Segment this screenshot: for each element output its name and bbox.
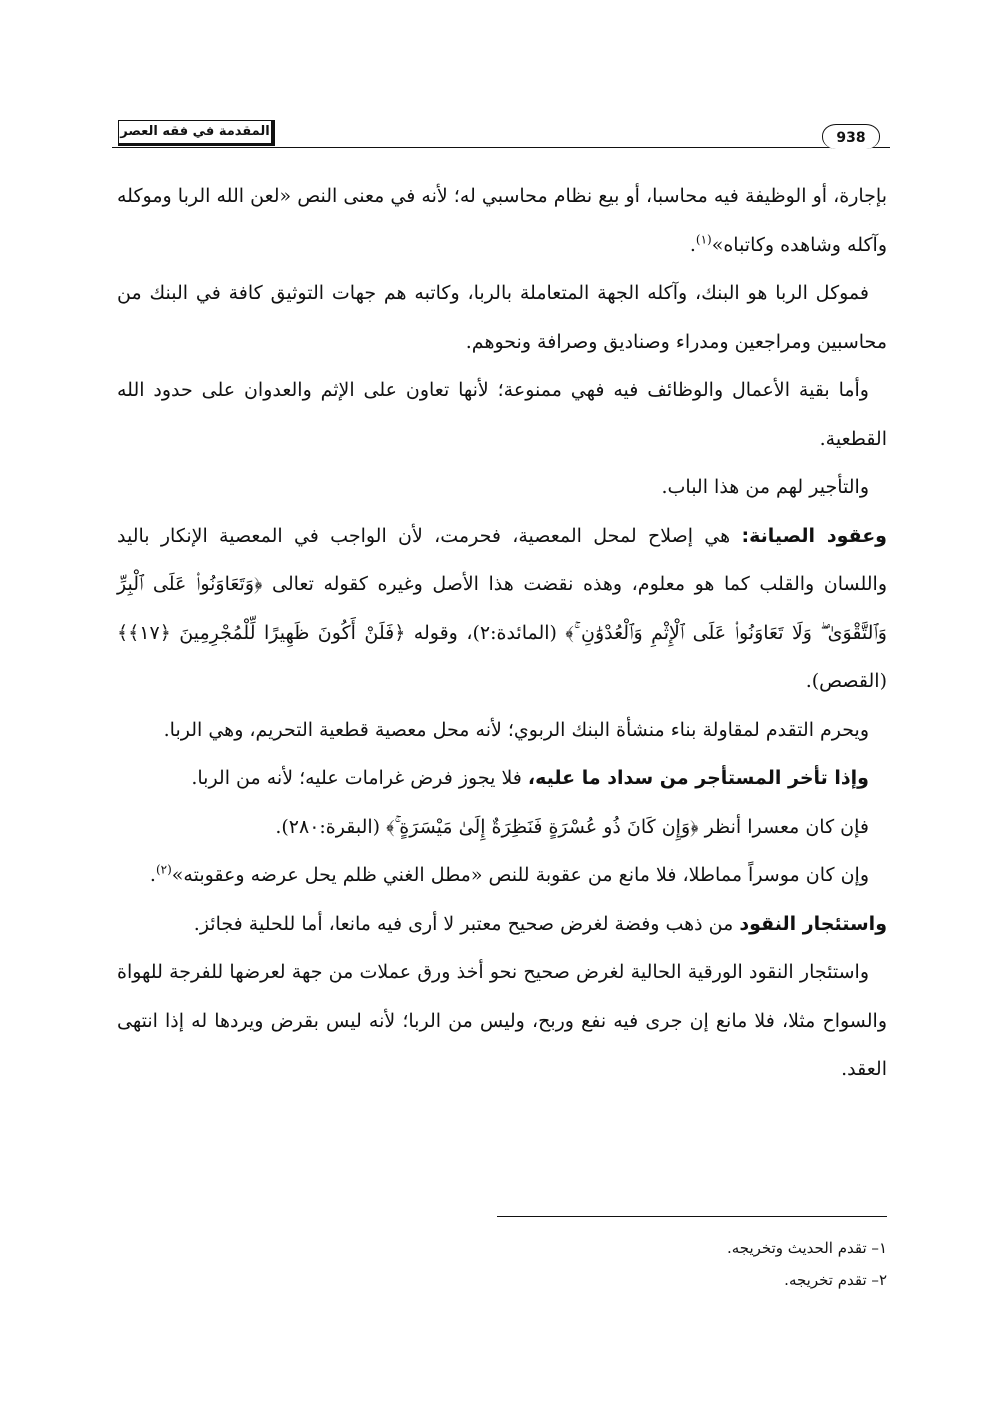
- paragraph-text: وأما بقية الأعمال والوظائف فيه فهي ممنوعة؛ لأنها تعاون على الإثم والعدوان على حدود الله القطعية.: [117, 379, 887, 450]
- paragraph-9: [117, 851, 887, 900]
- paragraph-text: فموكل الربا هو البنك، وآكله الجهة المتعاملة بالربا، وكاتبه هم جهات التوثيق كافة في البنك من محاسبين ومراجعين ومدراء وصناديق وصرافة ونحوهم.: [117, 282, 887, 353]
- paragraph-1: [117, 172, 887, 269]
- paragraph-text: هي إصلاح لمحل المعصية، فحرمت، لأن الواجب في المعصية الإنكار باليد واللسان والقلب كما هو معلوم، وهذه نقضت هذا الأصل وغيره كقوله تعالى ﴿وَتَعَاوَنُوا۟ عَلَى ٱلْبِرِّ وَٱلتَّقْوَىٰ ۖ وَلَا تَعَاوَنُوا۟ عَلَى ٱلْإِثْمِ وَٱلْعُدْوَٰنِ ۚ﴾ (المائدة:٢)، وقوله ﴿فَلَنْ أَكُونَ ظَهِيرًا لِّلْمُجْرِمِينَ ﴿١٧﴾﴾ (القصص).: [117, 524, 887, 692]
- footnotes: [500, 1232, 887, 1296]
- paragraph-text: وإن كان موسراً مماطلا، فلا مانع من عقوبة للنص «مطل الغني ظلم يحل عرضه وعقوبته»: [171, 864, 869, 886]
- paragraph-5: [117, 512, 887, 706]
- paragraph-text: واستئجار النقود الورقية الحالية لغرض صحيح نحو أخذ ورق عملات من جهة لعرضها للفرجة للهواة والسواح مثلا، فلا مانع إن جرى فيه نفع وربح، وليس من الربا؛ لأنه ليس بقرض ويردها له إذا انتهى العقد.: [117, 961, 887, 1080]
- paragraph-text: من ذهب وفضة لغرض صحيح معتبر لا أرى فيه مانعا، أما للحلية فجائز.: [193, 912, 740, 935]
- paragraph-text: بإجارة، أو الوظيفة فيه محاسبا، أو بيع نظام محاسبي له؛ لأنه في معنى النص «لعن الله الربا وموكله وآكله وشاهده وكاتباه»: [117, 185, 887, 256]
- paragraph-tail: .: [149, 864, 156, 886]
- paragraph-10: [117, 900, 887, 949]
- paragraph-4: [117, 463, 887, 512]
- paragraph-11: [117, 948, 887, 1094]
- paragraph-text: ويحرم التقدم لمقاولة بناء منشأة البنك الربوي؛ لأنه محل معصية قطعية التحريم، وهي الربا.: [163, 718, 869, 741]
- running-title: المقدمة في فقه العصر: [118, 120, 275, 146]
- paragraph-text: فلا يجوز فرض غرامات عليه؛ لأنه من الربا.: [191, 767, 528, 789]
- main-text: [117, 172, 887, 1094]
- paragraph-lead: واستئجار النقود: [739, 912, 887, 935]
- paragraph-lead: وعقود الصيانة:: [741, 524, 887, 547]
- page-number: 938: [822, 124, 880, 149]
- paragraph-tail: .: [689, 233, 696, 256]
- footnote-rule: [497, 1216, 887, 1217]
- paragraph-text: فإن كان معسرا أنظر ﴿وَإِن كَانَ ذُو عُسْرَةٍ فَنَظِرَةٌ إِلَىٰ مَيْسَرَةٍ ۚ﴾ (البقرة:٢٨٠).: [275, 815, 869, 838]
- footnote-ref-1: (١): [695, 232, 712, 247]
- paragraph-text: والتأجير لهم من هذا الباب.: [661, 476, 869, 498]
- paragraph-7: [117, 754, 887, 803]
- paragraph-8: [117, 803, 887, 852]
- paragraph-2: [117, 269, 887, 366]
- footnote-ref-2: (٢): [155, 862, 172, 877]
- footnote-1: ١– تقدم الحديث وتخريجه.: [726, 1239, 887, 1257]
- paragraph-6: [117, 706, 887, 755]
- page-header: [112, 115, 890, 149]
- header-rule: [112, 147, 890, 148]
- paragraph-3: [117, 366, 887, 463]
- paragraph-lead: وإذا تأخر المستأجر من سداد ما عليه،: [527, 767, 869, 789]
- footnote-2: ٢– تقدم تخريجه.: [784, 1271, 887, 1289]
